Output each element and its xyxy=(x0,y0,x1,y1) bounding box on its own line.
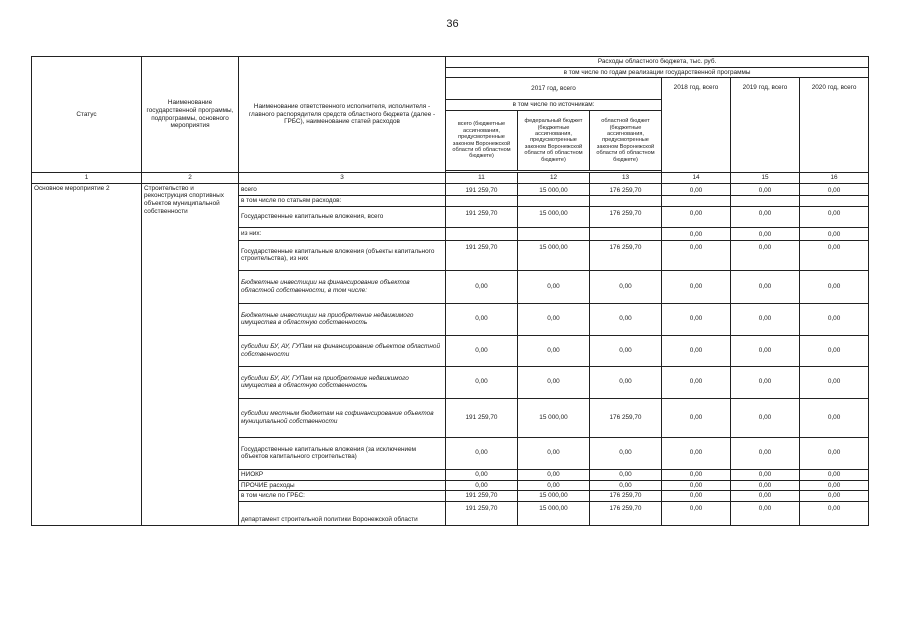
cell-value: 0,00 xyxy=(731,480,800,491)
cell-value: 0,00 xyxy=(518,335,590,366)
cell-value: 0,00 xyxy=(662,335,731,366)
cell-value: 0,00 xyxy=(446,335,518,366)
cell-value: 0,00 xyxy=(446,303,518,335)
cell-value: 0,00 xyxy=(590,469,662,480)
cell-value: 0,00 xyxy=(731,437,800,469)
header-year-2019: 2019 год, всего xyxy=(731,78,800,173)
row-label: субсидии БУ, АУ, ГУПам на финансирование объектов областной собственности xyxy=(239,335,446,366)
cell-value: 0,00 xyxy=(800,437,869,469)
cell-value: 0,00 xyxy=(731,501,800,525)
col-number: 15 xyxy=(731,173,800,184)
cell-value: 0,00 xyxy=(662,183,731,196)
col-number: 1 xyxy=(32,173,142,184)
header-status: Статус xyxy=(32,57,142,173)
cell-value: 176 259,70 xyxy=(590,501,662,525)
cell-value: 0,00 xyxy=(731,469,800,480)
section-status: Основное мероприятие 2 xyxy=(32,183,142,525)
cell-value: 0,00 xyxy=(590,480,662,491)
header-by-year: в том числе по годам реализации государственной программы xyxy=(446,67,869,78)
cell-value: 0,00 xyxy=(662,270,731,303)
row-label: субсидии БУ, АУ, ГУПам на приобретение недвижимого имущества в областную собственность xyxy=(239,366,446,398)
page-number: 36 xyxy=(446,18,459,30)
cell-value: 0,00 xyxy=(446,469,518,480)
header-source-regional: областной бюджет (бюджетные ассигнования, предусмотренные законом Воронежской области об областном бюджете) xyxy=(590,111,662,171)
cell-value: 0,00 xyxy=(731,366,800,398)
cell-value: 0,00 xyxy=(446,270,518,303)
header-source-total: всего (бюджетные ассигнования, предусмотренные законом Воронежской области об областном бюджете) xyxy=(446,111,518,171)
cell-value: 0,00 xyxy=(662,303,731,335)
cell-value: 191 259,70 xyxy=(446,240,518,270)
cell-value: 15 000,00 xyxy=(518,501,590,525)
cell-value xyxy=(662,196,731,207)
col-number: 14 xyxy=(662,173,731,184)
cell-value: 0,00 xyxy=(518,469,590,480)
cell-value: 0,00 xyxy=(800,240,869,270)
cell-value xyxy=(590,196,662,207)
cell-value: 191 259,70 xyxy=(446,398,518,437)
cell-value: 176 259,70 xyxy=(590,398,662,437)
row-label: Бюджетные инвестиции на приобретение недвижимого имущества в областную собственность xyxy=(239,303,446,335)
section-name: Строительство и реконструкция спортивных объектов муниципальной собственности xyxy=(142,183,239,525)
cell-value: 0,00 xyxy=(662,437,731,469)
col-number: 16 xyxy=(800,173,869,184)
cell-value: 0,00 xyxy=(590,303,662,335)
row-label: всего xyxy=(239,183,446,196)
cell-value: 0,00 xyxy=(518,480,590,491)
column-numbers-row xyxy=(32,173,869,184)
cell-value: 0,00 xyxy=(662,240,731,270)
cell-value: 0,00 xyxy=(446,480,518,491)
cell-value: 176 259,70 xyxy=(590,183,662,196)
cell-value xyxy=(518,196,590,207)
cell-value: 0,00 xyxy=(446,366,518,398)
cell-value: 0,00 xyxy=(662,228,731,241)
cell-value xyxy=(446,196,518,207)
cell-value: 0,00 xyxy=(590,437,662,469)
cell-value xyxy=(518,228,590,241)
row-label: НИОКР xyxy=(239,469,446,480)
cell-value: 0,00 xyxy=(800,303,869,335)
row-label: Бюджетные инвестиции на финансирование объектов областной собственности, в том числе: xyxy=(239,270,446,303)
row-label: Государственные капитальные вложения (за исключением объектов капитального строительства) xyxy=(239,437,446,469)
col-number: 11 xyxy=(446,173,518,184)
row-label: субсидии местным бюджетам на софинансирование объектов муниципальной собственности xyxy=(239,398,446,437)
cell-value: 191 259,70 xyxy=(446,183,518,196)
cell-value: 0,00 xyxy=(590,366,662,398)
cell-value: 15 000,00 xyxy=(518,398,590,437)
row-label: ПРОЧИЕ расходы xyxy=(239,480,446,491)
cell-value: 0,00 xyxy=(800,469,869,480)
header-year-2020: 2020 год, всего xyxy=(800,78,869,173)
header-year-2018: 2018 год, всего xyxy=(662,78,731,173)
cell-value: 0,00 xyxy=(800,270,869,303)
cell-value: 15 000,00 xyxy=(518,207,590,228)
cell-value: 0,00 xyxy=(662,491,731,502)
cell-value: 0,00 xyxy=(590,335,662,366)
cell-value: 0,00 xyxy=(731,491,800,502)
cell-value: 0,00 xyxy=(518,437,590,469)
header-by-source: в том числе по источникам: xyxy=(446,100,662,111)
cell-value: 0,00 xyxy=(662,501,731,525)
cell-value xyxy=(590,228,662,241)
cell-value: 176 259,70 xyxy=(590,207,662,228)
cell-value: 0,00 xyxy=(731,240,800,270)
cell-value: 0,00 xyxy=(800,335,869,366)
header-expenses: Расходы областного бюджета, тыс. руб. xyxy=(446,57,869,68)
cell-value: 191 259,70 xyxy=(446,491,518,502)
cell-value: 176 259,70 xyxy=(590,240,662,270)
cell-value: 0,00 xyxy=(800,501,869,525)
cell-value: 0,00 xyxy=(662,398,731,437)
cell-value xyxy=(446,228,518,241)
cell-value: 0,00 xyxy=(590,270,662,303)
cell-value: 0,00 xyxy=(731,228,800,241)
cell-value: 191 259,70 xyxy=(446,501,518,525)
cell-value: 0,00 xyxy=(518,366,590,398)
cell-value xyxy=(731,196,800,207)
col-number: 2 xyxy=(142,173,239,184)
cell-value: 0,00 xyxy=(662,366,731,398)
row-label: Государственные капитальные вложения, всего xyxy=(239,207,446,228)
header-year-2017: 2017 год, всего xyxy=(446,78,662,100)
cell-value: 0,00 xyxy=(518,303,590,335)
cell-value: 0,00 xyxy=(800,366,869,398)
cell-value: 0,00 xyxy=(731,398,800,437)
cell-value: 0,00 xyxy=(662,480,731,491)
cell-value: 0,00 xyxy=(800,480,869,491)
cell-value: 0,00 xyxy=(662,469,731,480)
cell-value: 0,00 xyxy=(731,270,800,303)
row-label: в том числе по статьям расходов: xyxy=(239,196,446,207)
cell-value: 0,00 xyxy=(731,303,800,335)
cell-value: 0,00 xyxy=(518,270,590,303)
cell-value: 176 259,70 xyxy=(590,491,662,502)
cell-value: 0,00 xyxy=(446,437,518,469)
cell-value: 0,00 xyxy=(731,207,800,228)
cell-value: 0,00 xyxy=(800,228,869,241)
header-program-name: Наименование государственной программы, подпрограммы, основного мероприятия xyxy=(142,57,239,173)
cell-value: 0,00 xyxy=(662,207,731,228)
row-label: в том числе по ГРБС: xyxy=(239,491,446,502)
cell-value: 0,00 xyxy=(800,491,869,502)
budget-table xyxy=(31,56,869,526)
row-label: департамент строительной политики Воронежской области xyxy=(239,501,446,525)
cell-value: 0,00 xyxy=(800,398,869,437)
row-label: из них: xyxy=(239,228,446,241)
col-number: 3 xyxy=(239,173,446,184)
header-source-federal: федеральный бюджет (бюджетные ассигнования, предусмотренные законом Воронежской области об областном бюджете) xyxy=(518,111,590,171)
table-row xyxy=(32,183,869,196)
cell-value: 0,00 xyxy=(731,335,800,366)
col-number: 12 xyxy=(518,173,590,184)
col-number: 13 xyxy=(590,173,662,184)
cell-value xyxy=(800,196,869,207)
cell-value: 15 000,00 xyxy=(518,240,590,270)
cell-value: 0,00 xyxy=(800,207,869,228)
cell-value: 15 000,00 xyxy=(518,183,590,196)
row-label: Государственные капитальные вложения (объекты капитального строительства), из них xyxy=(239,240,446,270)
header-executor: Наименование ответственного исполнителя, исполнителя - главного распорядителя средств областного бюджета (далее - ГРБС), наименование статей расходов xyxy=(239,57,446,173)
cell-value: 15 000,00 xyxy=(518,491,590,502)
cell-value: 0,00 xyxy=(800,183,869,196)
cell-value: 191 259,70 xyxy=(446,207,518,228)
cell-value: 0,00 xyxy=(731,183,800,196)
